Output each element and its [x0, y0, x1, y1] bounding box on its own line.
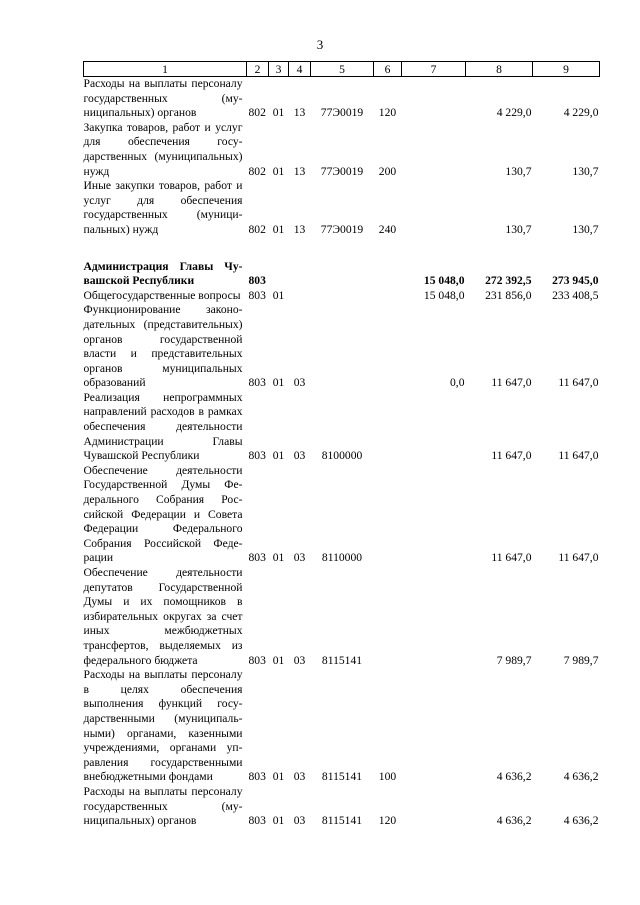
row-section: 01	[272, 653, 285, 667]
row-section	[269, 238, 289, 260]
row-expense-type	[374, 391, 402, 464]
row-section: 01	[272, 106, 285, 120]
row-admin-code: 803	[248, 770, 266, 784]
row-value-col7	[402, 77, 466, 121]
table-row	[84, 668, 600, 785]
row-value-col9: 4 229,0	[563, 106, 599, 120]
table-row	[84, 785, 600, 829]
table-body	[84, 77, 600, 829]
row-name	[84, 238, 247, 260]
row-admin-code: 803	[248, 376, 266, 390]
row-expense-type: 100	[378, 770, 397, 784]
row-name: Иные закупки товаров, работ и услуг для обеспечения государственных (муниципальных) нужд	[83, 179, 243, 236]
row-admin-code: 803	[248, 653, 266, 667]
row-admin-code: 803	[248, 551, 266, 565]
row-section: 01	[272, 770, 285, 784]
row-admin-code: 802	[248, 106, 266, 120]
row-value-col8: 272 392,5	[485, 274, 532, 288]
row-subsection: 13	[293, 106, 306, 120]
row-target-article: 8110000	[321, 551, 363, 565]
row-subsection	[289, 289, 311, 304]
row-admin-code	[247, 238, 269, 260]
row-value-col7	[402, 179, 466, 237]
row-expense-type: 120	[378, 814, 397, 828]
row-value-col8: 11 647,0	[491, 551, 532, 565]
row-name: Расходы на выплаты персоналу государственных (муниципальных) органов	[83, 77, 243, 120]
row-target-article	[311, 260, 374, 289]
header-row	[84, 62, 600, 77]
table-row	[84, 179, 600, 237]
row-subsection: 03	[293, 449, 306, 463]
table-row	[84, 289, 600, 304]
row-value-col9: 7 989,7	[563, 653, 599, 667]
row-value-col8: 130,7	[505, 222, 532, 236]
row-name: Обеспечение деятельности Государственной Думы Федерального Собрания Российской Федерации и Совета Федерации Федерального Собрания Российской Федерации	[83, 463, 243, 565]
row-value-col8: 4 636,2	[496, 770, 532, 784]
row-value-col9: 11 647,0	[558, 449, 599, 463]
row-target-article: 77Э0019	[320, 222, 364, 236]
row-admin-code: 803	[248, 449, 266, 463]
row-subsection	[289, 238, 311, 260]
header-col-8: 8	[466, 62, 533, 77]
row-section: 01	[272, 288, 285, 302]
row-target-article: 77Э0019	[320, 106, 364, 120]
row-name: Функционирование законодательных (представительных) органов государственной власти и представительных органов муниципальных образований	[83, 303, 243, 390]
row-name: Расходы на выплаты персоналу государственных (муниципальных) органов	[83, 784, 243, 828]
row-value-col9: 130,7	[572, 222, 599, 236]
row-admin-code: 803	[248, 288, 266, 302]
row-section: 01	[272, 449, 285, 463]
row-section: 01	[272, 222, 285, 236]
header-col-6: 6	[374, 62, 402, 77]
row-value-col8: 231 856,0	[485, 288, 532, 302]
row-target-article: 8115141	[321, 770, 363, 784]
budget-table	[83, 61, 600, 829]
row-target-article: 77Э0019	[320, 164, 364, 178]
row-subsection: 13	[293, 164, 306, 178]
header-col-3: 3	[269, 62, 289, 77]
row-expense-type: 240	[378, 222, 397, 236]
row-section: 01	[272, 551, 285, 565]
row-expense-type	[374, 303, 402, 391]
row-value-col7: 15 048,0	[423, 288, 465, 302]
row-admin-code: 803	[248, 274, 266, 288]
row-value-col9: 11 647,0	[558, 376, 599, 390]
row-value-col8: 11 647,0	[491, 449, 532, 463]
row-value-col7	[402, 785, 466, 829]
table-row	[84, 77, 600, 121]
row-expense-type	[374, 566, 402, 668]
row-subsection: 03	[293, 653, 306, 667]
row-target-article: 8115141	[321, 653, 363, 667]
row-subsection: 03	[293, 770, 306, 784]
table-row	[84, 260, 600, 289]
row-value-col9: 273 945,0	[552, 274, 599, 288]
row-name: Обеспечение деятельности депутатов Государственной Думы и их помощников в избирательных округах за счет иных межбюджетных трансфертов, выделяемых из федерального бюджета	[83, 566, 243, 667]
row-target-article: 8115141	[321, 814, 363, 828]
row-value-col9: 11 647,0	[558, 551, 599, 565]
row-expense-type	[374, 464, 402, 566]
row-target-article	[311, 303, 374, 391]
row-section: 01	[272, 376, 285, 390]
row-value-col7	[402, 464, 466, 566]
row-subsection: 03	[293, 376, 306, 390]
table-row	[84, 566, 600, 668]
row-value-col8: 4 636,2	[496, 814, 532, 828]
header-col-9: 9	[533, 62, 600, 77]
row-value-col8: 11 647,0	[491, 376, 532, 390]
table-row	[84, 238, 600, 260]
row-subsection	[289, 260, 311, 289]
row-section	[269, 260, 289, 289]
row-subsection: 13	[293, 222, 306, 236]
row-target-article: 8100000	[321, 449, 363, 463]
row-subsection: 03	[293, 551, 306, 565]
header-col-4: 4	[289, 62, 311, 77]
row-value-col8: 7 989,7	[496, 653, 532, 667]
row-expense-type: 200	[378, 164, 397, 178]
row-expense-type	[374, 238, 402, 260]
header-col-2: 2	[247, 62, 269, 77]
row-section: 01	[272, 814, 285, 828]
row-target-article	[311, 289, 374, 304]
row-value-col7	[402, 566, 466, 668]
row-expense-type	[374, 289, 402, 304]
row-value-col7: 0,0	[450, 376, 465, 390]
row-value-col7	[402, 121, 466, 179]
table-row	[84, 464, 600, 566]
table-row	[84, 391, 600, 464]
row-target-article	[311, 238, 374, 260]
header-col-7: 7	[402, 62, 466, 77]
row-value-col9: 130,7	[572, 164, 599, 178]
row-name: Администрация Главы Чувашской Республики	[83, 259, 243, 288]
row-expense-type	[374, 260, 402, 289]
row-admin-code: 802	[248, 222, 266, 236]
row-value-col9: 4 636,2	[563, 814, 599, 828]
row-value-col9	[533, 238, 600, 260]
row-value-col7	[402, 668, 466, 785]
row-expense-type: 120	[378, 106, 397, 120]
row-name: Общегосударственные вопросы	[83, 288, 241, 302]
row-value-col7	[402, 238, 466, 260]
row-value-col8	[466, 238, 533, 260]
row-value-col9: 233 408,5	[552, 288, 599, 302]
row-value-col7	[402, 391, 466, 464]
table-row	[84, 303, 600, 391]
header-col-5: 5	[311, 62, 374, 77]
row-value-col7: 15 048,0	[423, 274, 465, 288]
row-section: 01	[272, 164, 285, 178]
table-row	[84, 121, 600, 179]
row-subsection: 03	[293, 814, 306, 828]
row-value-col8: 130,7	[505, 164, 532, 178]
page-number: 3	[316, 37, 324, 52]
row-name: Расходы на выплаты персоналу в целях обеспечения выполнения функций государственными (муниципальными) органами, казенными учреждениями, органами управления государственными внебюджетными фондами	[83, 668, 243, 784]
header-col-1: 1	[84, 62, 247, 77]
row-admin-code: 802	[248, 164, 266, 178]
row-admin-code: 803	[248, 814, 266, 828]
row-value-col9: 4 636,2	[563, 770, 599, 784]
row-value-col8: 4 229,0	[496, 106, 532, 120]
row-name: Закупка товаров, работ и услуг для обеспечения государственных (муниципальных) нужд	[83, 120, 243, 178]
row-name: Реализация непрограммных направлений расходов в рамках обеспечения деятельности Администрации Главы Чувашской Республики	[83, 390, 243, 463]
